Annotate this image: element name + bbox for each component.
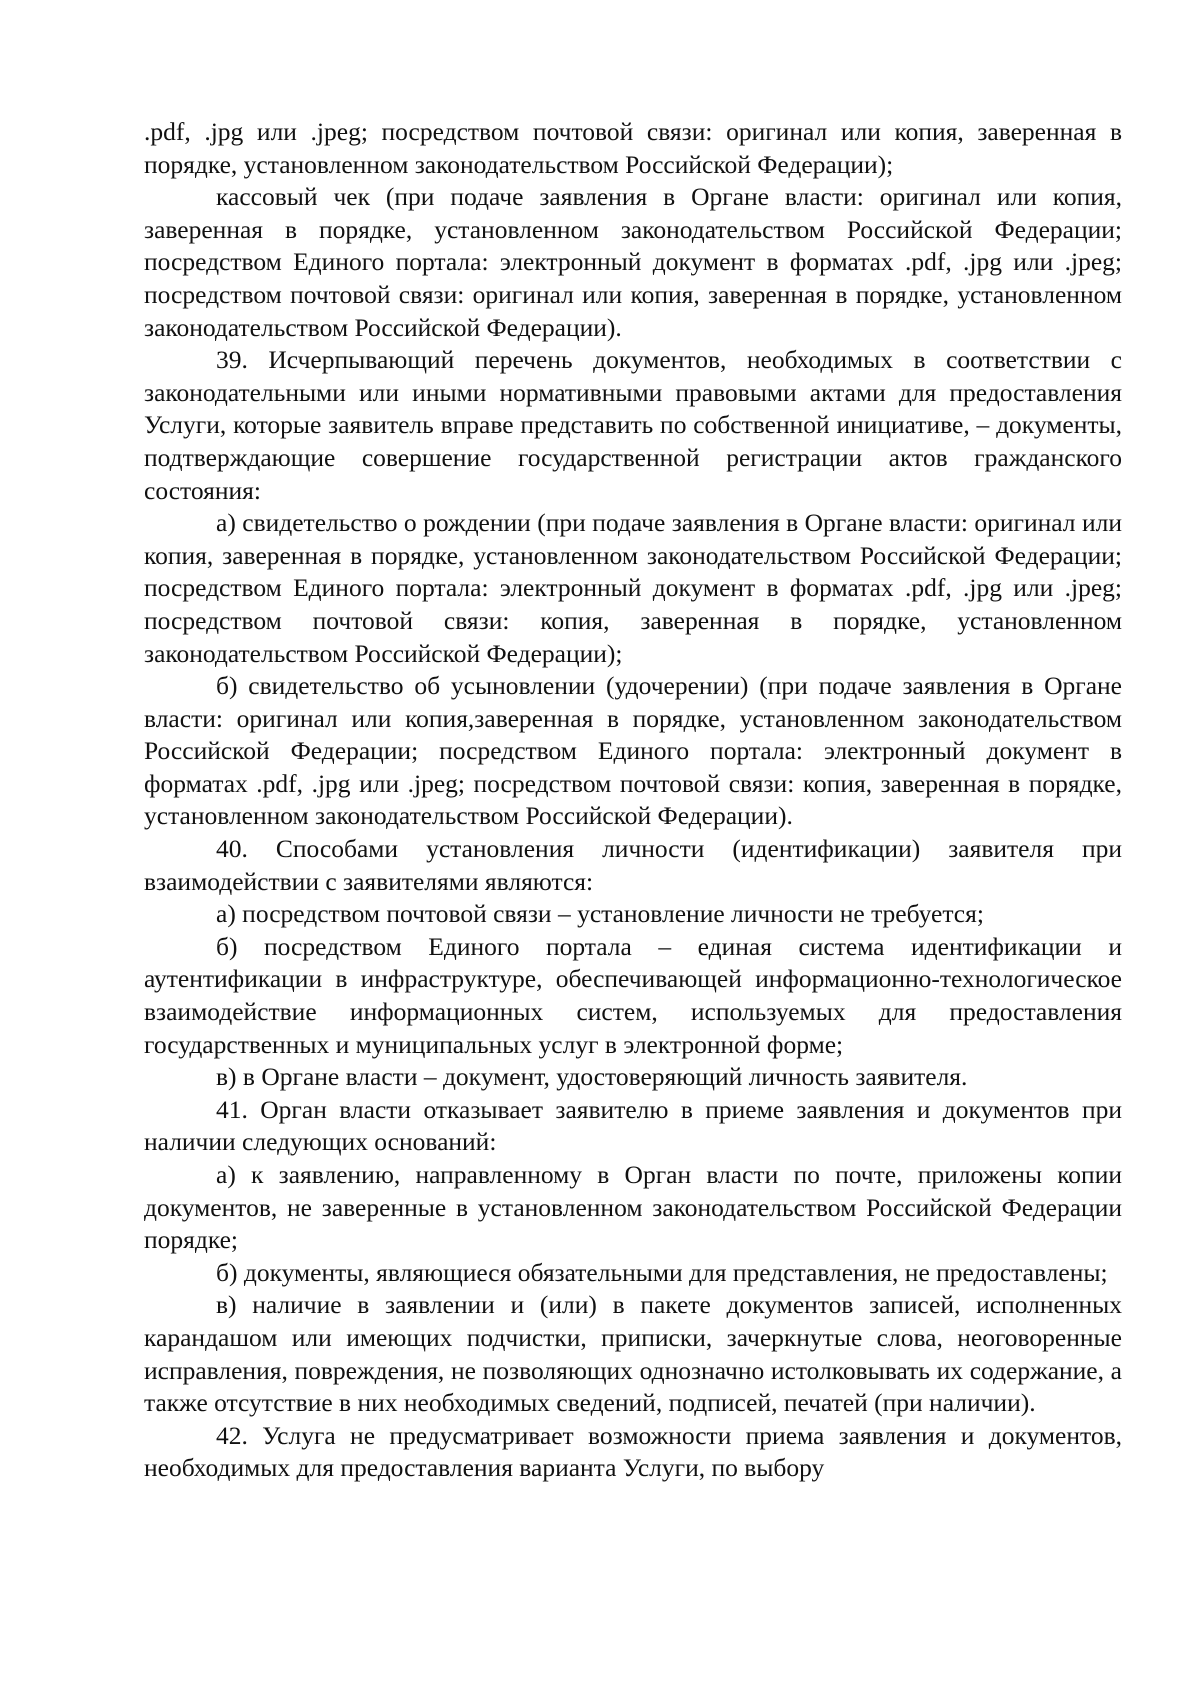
paragraph-40-a-postal: а) посредством почтовой связи – установление личности не требуется; (216, 899, 984, 929)
paragraph-39-a-birth-certificate: а) свидетельство о рождении (при подаче заявления в Органе власти: оригинал или копия, заверенная в порядке, установленном законодательством Российской Федерации; посредством Единого портала: электронный документ в форматах .pdf, .jpg или .jpeg; посредством почтовой связи: копия, заверенная в порядке, установленном законодательством Российской Федерации); (144, 508, 1122, 668)
paragraph-39-b-adoption-certificate: б) свидетельство об усыновлении (удочерении) (при подаче заявления в Органе власти: оригинал или копия,заверенная в порядке, установленном законодательством Российской Федерации; посредством Единого портала: электронный документ в форматах .pdf, .jpg или .jpeg; посредством почтовой связи: копия, заверенная в порядке, установленном законодательством Российской Федерации). (144, 671, 1122, 831)
document-body (144, 116, 1122, 1485)
paragraph-item-41: 41. Орган власти отказывает заявителю в приеме заявления и документов при наличии следующих оснований: (144, 1094, 1122, 1157)
paragraph-cash-receipt: кассовый чек (при подаче заявления в Органе власти: оригинал или копия, заверенная в порядке, установленном законодательством Российской Федерации; посредством Единого портала: электронный документ в форматах .pdf, .jpg или .jpeg; посредством почтовой связи: оригинал или копия, заверенная в порядке, установленном законодательством Российской Федерации). (144, 182, 1122, 342)
paragraph-41-c-defects: в) наличие в заявлении и (или) в пакете документов записей, исполненных карандашом или имеющих подчистки, приписки, зачеркнутые слова, неоговоренные исправления, повреждения, не позволяющих однозначно истолковывать их содержание, а также отсутствие в них необходимых сведений, подписей, печатей (при наличии). (144, 1290, 1122, 1418)
paragraph-item-42: 42. Услуга не предусматривает возможности приема заявления и документов, необходимых для предоставления варианта Услуги, по выбору (144, 1420, 1122, 1483)
paragraph-continuation-formats: .pdf, .jpg или .jpeg; посредством почтовой связи: оригинал или копия, заверенная в порядке, установленном законодательством Российской Федерации); (144, 117, 1122, 179)
paragraph-item-39: 39. Исчерпывающий перечень документов, необходимых в соответствии с законодательными или иными нормативными правовыми актами для предоставления Услуги, которые заявитель вправе представить по собственной инициативе, – документы, подтверждающие совершение государственной регистрации актов гражданского состояния: (144, 345, 1122, 505)
paragraph-item-40: 40. Способами установления личности (идентификации) заявителя при взаимодействии с заявителями являются: (144, 834, 1122, 896)
paragraph-41-b-missing-documents: б) документы, являющиеся обязательными для представления, не предоставлены; (216, 1257, 1108, 1287)
paragraph-40-c-authority: в) в Органе власти – документ, удостоверяющий личность заявителя. (216, 1062, 968, 1092)
paragraph-41-a-uncertified-copies: а) к заявлению, направленному в Орган власти по почте, приложены копии документов, не заверенные в установленном законодательством Российской Федерации порядке; (144, 1160, 1122, 1255)
paragraph-40-b-unified-portal: б) посредством Единого портала – единая система идентификации и аутентификации в инфраструктуре, обеспечивающей информационно-технологическое взаимодействие информационных систем, используемых для предоставления государственных и муниципальных услуг в электронной форме; (144, 931, 1122, 1059)
